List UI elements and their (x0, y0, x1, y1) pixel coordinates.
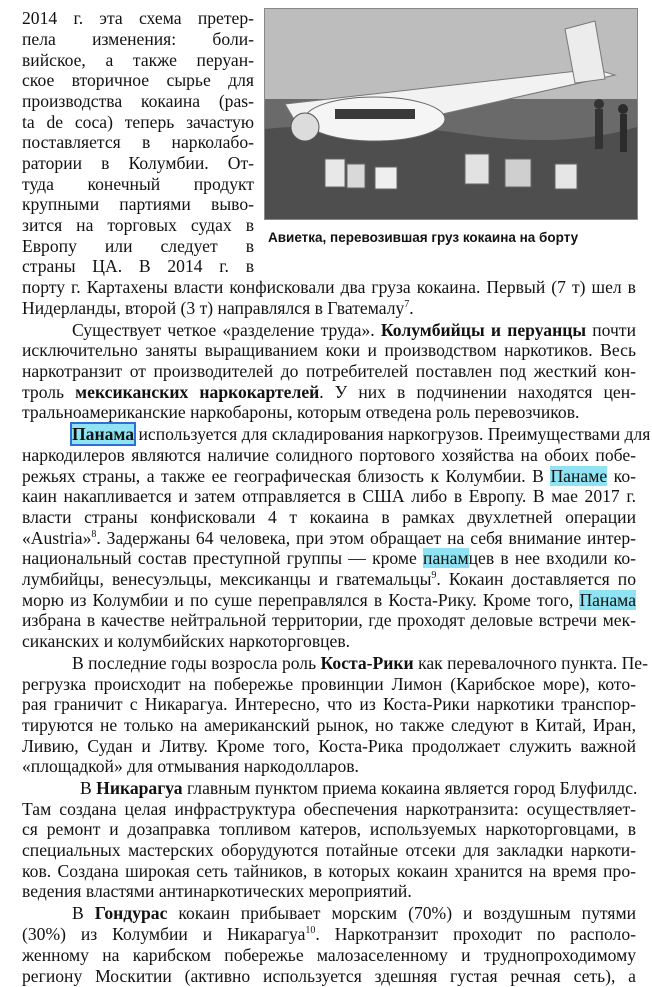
text-line: Европу или следует в (22, 236, 254, 256)
figure-caption: Авиетка, перевозившая груз кокаина на борту (268, 230, 579, 245)
text-line: исключительно заняты выращиванием коки и производством наркотиков. Весь (22, 340, 636, 360)
text-line: «Austria»$^8$. Задержаны 64 человека, при этом обращает на себя внимание интер- (22, 528, 636, 548)
text-line: Панама используется для складирования наркогрузов. Преимуществами для (72, 424, 651, 444)
text-line: наркотранзит от производителей до потребителей поставлен под жесткий кон- (22, 361, 636, 381)
text-line: крупными партиями выво- (22, 194, 254, 214)
text-line: Существует четкое «разделение труда». Колумбийцы и перуанцы почти (72, 320, 636, 340)
text-line: пела изменения: боли- (22, 29, 254, 49)
text-line: Там создана целая инфраструктура обеспечения наркотранзита: осуществляет- (22, 799, 636, 819)
text-line: вийское, а также перуан- (22, 50, 254, 70)
highlight-panama[interactable]: Панама (72, 424, 135, 444)
text-line: рая граничит с Никарагуа. Интересно, что из Коста-Рики наркотики транспор- (22, 694, 636, 714)
text-line: В последние годы возросла роль Коста-Рики как перевалочного пункта. Пе- (72, 653, 648, 673)
text-line: ся ремонт и дозаправка топливом катеров, используемых наркоторговцами, в (22, 819, 636, 839)
footnote-ref: 9 (431, 570, 437, 582)
airplane-image (265, 9, 637, 219)
text-line: каин накапливается и затем отправляется в США либо в Европу. В мае 2017 г. (22, 486, 636, 506)
footnote-ref: 7 (404, 299, 410, 311)
text-line: регрузка происходит на побережье провинции Лимон (Карибское море), кото- (22, 674, 636, 694)
text-line: 2014 г. эта схема претер- (22, 8, 254, 28)
text-line: специальных мастерских оборудуются потайные отсеки для закладки наркоти- (22, 840, 636, 860)
text-line: власти страны конфисковали 4 т кокаина в рамках двухлетней операции (22, 507, 636, 527)
text-line: В Никарагуа главным пунктом приема кокаина является город Блуфилдс. (80, 778, 638, 798)
text-line: (30%) из Колумбии и Никарагуа$^{10}$. Наркотранзит проходит по располо- (22, 924, 636, 944)
text-line: «площадкой» для отмывания наркодолларов. (22, 756, 359, 776)
text-line: тируются не только на американский рынок, но также следуют в Китай, Иран, (22, 715, 636, 735)
text-line: ta de coca) теперь зачастую (22, 112, 254, 132)
text-line: ратории в Колумбии. От- (22, 153, 254, 173)
text-line: производства кокаина (pas- (22, 91, 254, 111)
text-line: морю из Колумбии и по суше переправлялся в Коста-Рику. Кроме того, Панама (22, 590, 636, 610)
text-line: лумбийцы, венесуэльцы, мексиканцы и гватемальцы$^9$. Кокаин доставляется по (22, 569, 636, 589)
text-line: В Гондурас кокаин прибывает морским (70%) и воздушным путями (72, 903, 636, 923)
text-line: ков. Создана широкая сеть тайников, в которых кокаин хранится на время про- (22, 861, 636, 881)
text-line: троль мексиканских наркокартелей. У них в подчинении находятся цен- (22, 382, 637, 402)
airplane-photo (264, 8, 638, 220)
text-line: женному на карибском побережье малозаселенному и труднопроходимому (22, 945, 636, 965)
highlight-panama[interactable]: панам (423, 548, 469, 568)
text-line: страны ЦА. В 2014 г. в (22, 256, 254, 276)
text-line: национальный состав преступной группы — кроме панамцев в нее входили ко- (22, 548, 637, 568)
footnote-ref: 8 (91, 529, 97, 541)
text-line: региону Москитии (активно используется здешняя густая речная сеть), а (22, 966, 636, 986)
text-line: избрана в качестве нейтральной территории, где проходят деловые встречи мек- (22, 610, 636, 630)
footnote-ref: 10 (305, 925, 316, 937)
highlight-panama[interactable]: Панаме (550, 466, 608, 486)
highlight-panama[interactable]: Панама (579, 590, 636, 610)
text-line: тральноамериканские наркобароны, которым отведена роль перевозчиков. (22, 402, 580, 422)
text-line: туда конечный продукт (22, 174, 254, 194)
text-line: сиканских и колумбийских наркоторговцев. (22, 631, 351, 651)
text-line: ведения властями антинаркотических мероприятий. (22, 881, 412, 901)
text-line: Ливию, Судан и Литву. Кроме того, Коста-Рика продолжает служить важной (22, 736, 636, 756)
text-line: режьях страны, а также ее географическая близость к Колумбии. В Панаме ко- (22, 466, 636, 486)
text-line: наркодилеров являются наличие солидного портового хозяйства на обоих побе- (22, 445, 636, 465)
text-line: зится на торговых судах в (22, 215, 254, 235)
text-line: поставляется в нарколабо- (22, 132, 254, 152)
text-line: Нидерланды, второй (3 т) направлялся в Гватемалу$^7$. (22, 298, 414, 318)
text-line: порту г. Картахены власти конфисковали два груза кокаина. Первый (7 т) шел в (22, 277, 636, 297)
text-line: ское вторичное сырье для (22, 70, 254, 90)
